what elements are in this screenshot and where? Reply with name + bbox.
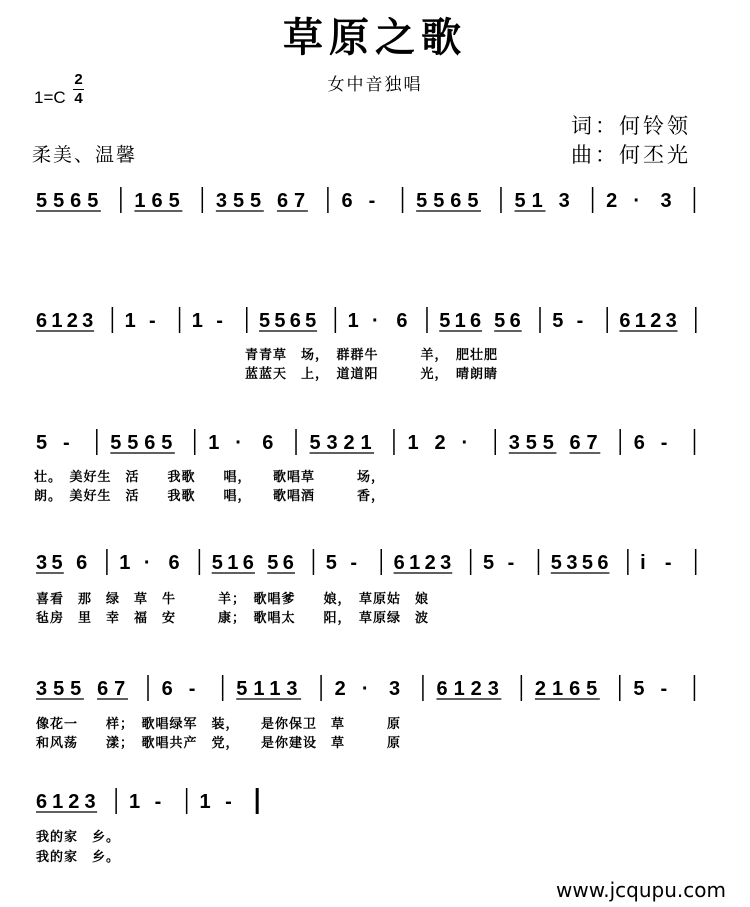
meter-top: 2	[74, 71, 83, 88]
note-group: 5321	[309, 432, 378, 454]
note-group: 355	[36, 678, 88, 700]
lyric-line5-verse2: 和风荡 漾； 歌唱共产 党， 是你建设 草 原	[36, 736, 402, 751]
note-group: 516	[211, 552, 259, 574]
note-group: ·	[372, 310, 383, 332]
composer-credit: 曲：何丕光	[571, 143, 691, 167]
note-group: -	[660, 432, 674, 454]
note-group: 6	[396, 310, 412, 332]
note-group: 3	[660, 190, 678, 212]
note-group: 355	[215, 190, 268, 212]
note-group: 67	[276, 190, 312, 212]
expression-marking: 柔美、温馨	[32, 144, 138, 166]
note-group: 5	[482, 552, 499, 574]
note-group: 35	[36, 552, 68, 574]
note-group: 67	[569, 432, 604, 454]
note-group: -	[350, 552, 362, 574]
note-group: 5356	[550, 552, 613, 574]
note-group: -	[225, 791, 237, 813]
meter-bottom: 4	[74, 90, 83, 107]
note-group: 1	[191, 310, 208, 332]
note-group: 5	[325, 552, 342, 574]
note-group: 6123	[36, 310, 98, 332]
note-group: 6	[341, 190, 359, 212]
note-group: 3	[388, 678, 407, 700]
note-group: 165	[134, 190, 186, 212]
note-group: 355	[508, 432, 560, 454]
note-group: 1	[119, 552, 135, 574]
song-title: 草原之歌	[283, 14, 467, 61]
note-group: -	[188, 678, 202, 700]
note-group: 3	[558, 190, 576, 212]
note-group: 516	[439, 310, 486, 332]
note-group: 5113	[236, 678, 304, 700]
note-group: 6123	[436, 678, 505, 700]
note-group: 5565	[416, 190, 485, 212]
lyric-line3-verse2: 朗。 美好生 活 我歌 唱， 歌唱酒 香，	[34, 489, 386, 504]
lyric-line3-verse1: 壮。 美好生 活 我歌 唱， 歌唱草 场，	[34, 470, 386, 485]
note-group: -	[664, 552, 676, 574]
note-group: ·	[143, 552, 155, 574]
lyric-line2-verse1: 青青草 场， 群群牛 羊， 肥壮肥	[245, 348, 499, 363]
note-group: 1	[208, 432, 226, 454]
note-group: -	[368, 190, 382, 212]
note-group: 5	[552, 310, 568, 332]
note-group: -	[63, 432, 76, 454]
note-group: i	[640, 552, 651, 574]
note-group: 1	[407, 432, 425, 454]
note-group: 2	[334, 678, 352, 700]
lyric-line4-verse1: 喜看 那 绿 草 牛 羊； 歌唱爹 娘， 草原姑 娘	[36, 592, 430, 607]
lyricist-credit: 词：何铃领	[571, 114, 691, 138]
note-group: 2165	[534, 678, 604, 700]
note-group: -	[576, 310, 588, 332]
note-group: -	[154, 791, 167, 813]
note-group: 56	[267, 552, 299, 574]
note-group: 6123	[619, 310, 682, 332]
note-group: 5565	[258, 310, 321, 332]
note-group: 5	[633, 678, 651, 700]
note-group: 2	[606, 190, 624, 212]
song-subtitle: 女中音独唱	[327, 75, 423, 95]
note-group: 6	[76, 552, 92, 574]
note-group: 6123	[36, 791, 101, 813]
note-group: 1	[124, 310, 140, 332]
note-group: 1	[199, 791, 216, 813]
note-group: 51	[514, 190, 549, 212]
note-group: 5565	[110, 432, 179, 454]
note-group: 6	[633, 432, 651, 454]
lyric-line5-verse1: 像花一 样； 歌唱绿军 装， 是你保卫 草 原	[36, 717, 402, 732]
note-group: -	[216, 310, 228, 332]
note-group: 6	[161, 678, 179, 700]
note-group: ·	[361, 678, 375, 700]
note-group: -	[507, 552, 519, 574]
note-group: ·	[633, 190, 646, 212]
note-group: 5	[36, 432, 54, 454]
note-group: 5565	[36, 190, 105, 212]
note-group: -	[660, 678, 674, 700]
note-group: 2	[434, 432, 452, 454]
note-group: 1	[347, 310, 363, 332]
note-group: 6	[262, 432, 280, 454]
note-group: -	[149, 310, 160, 332]
note-group: 67	[97, 678, 132, 700]
lyric-line6-verse1: 我的家 乡。	[36, 830, 121, 845]
note-group: ·	[461, 432, 475, 454]
lyric-line4-verse2: 毡房 里 幸 福 安 康； 歌唱太 阳， 草原绿 波	[36, 611, 430, 626]
note-group: 56	[494, 310, 525, 332]
watermark-url: www.jcqupu.com	[556, 878, 726, 902]
note-group: 6	[168, 552, 185, 574]
key-signature: 1=C	[34, 88, 66, 107]
note-group: 6123	[393, 552, 456, 574]
note-group: ·	[235, 432, 248, 454]
note-group: 1	[128, 791, 146, 813]
lyric-line2-verse2: 蓝蓝天 上， 道道阳 光， 晴朗睛	[245, 367, 499, 382]
lyric-line6-verse2: 我的家 乡。	[36, 850, 121, 865]
